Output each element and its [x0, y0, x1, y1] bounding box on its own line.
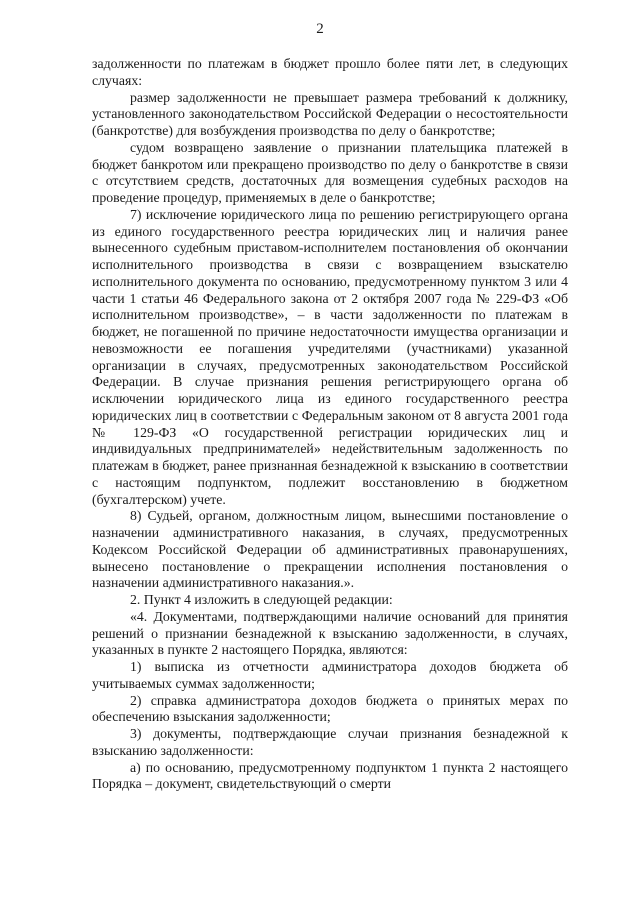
paragraph-sub-1: 1) выписка из отчетности администратора доходов бюджета об учитываемых суммах задолженности; [92, 659, 568, 691]
paragraph-court-returned: судом возвращено заявление о признании плательщика платежей в бюджет банкротом или прекращено производство по делу о банкротстве в связи с отсутствием средств, достаточных для возмещения судебных расходов на проведение процедур, применяемых в деле о банкротстве; [92, 139, 568, 205]
page-number: 2 [316, 21, 324, 37]
paragraph-continuation: задолженности по платежам в бюджет прошло более пяти лет, в следующих случаях: [92, 56, 568, 88]
paragraph-sub-3: 3) документы, подтверждающие случаи признания безнадежной к взысканию задолженности: [92, 726, 568, 758]
paragraph-item-7: 7) исключение юридического лица по решению регистрирующего органа из единого государственного реестра юридических лиц и наличия ранее вынесенного судебным приставом-исполнителем постановления об окончании исполнительного производства в связи с возвращением взыскателю исполнительного документа по основанию, предусмотренному пунктом 3 или 4 части 1 статьи 46 Федерального закона от 2 октября 2007 года № 229-ФЗ «Об исполнительном производстве», – в части задолженности по платежам в бюджет, не погашенной по причине недостаточности имущества организации и невозможности ее погашения учредителями (участниками) указанной организации в случаях, предусмотренных законодательством Российской Федерации. В случае признания решения регистрирующего органа об исключении юридического лица из единого государственного реестра юридических лиц в соответствии с Федеральным законом от 8 августа 2001 года № 129-ФЗ «О государственной регистрации юридических лиц и индивидуальных предпринимателей» недействительным задолженность по платежам в бюджет, ранее признанная безнадежной к взысканию в соответствии с настоящим подпунктом, подлежит восстановлению в бюджетном (бухгалтерском) учете. [92, 206, 568, 507]
paragraph-debt-amount: размер задолженности не превышает размера требований к должнику, установленного законодательством Российской Федерации о несостоятельности (банкротстве) для возбуждения производства по делу о банкротстве; [92, 89, 568, 138]
paragraph-sub-2: 2) справка администратора доходов бюджета о принятых мерах по обеспечению взыскания задолженности; [92, 692, 568, 725]
paragraph-sub-a: а) по основанию, предусмотренному подпунктом 1 пункта 2 настоящего Порядка – документ, свидетельствующий о смерти [92, 759, 568, 792]
paragraph-point-4: «4. Документами, подтверждающими наличие оснований для принятия решений о признании безнадежной к взысканию задолженности, в случаях, указанных в пункте 2 настоящего Порядка, являются: [92, 608, 568, 658]
paragraph-item-8: 8) Судьей, органом, должностным лицом, вынесшими постановление о назначении административного наказания, в случаях, предусмотренных Кодексом Российской Федерации об административных правонарушениях, вынесено постановление о прекращении исполнения постановления о назначении административного наказания.». [92, 508, 568, 591]
paragraph-point-2: 2. Пункт 4 изложить в следующей редакции: [130, 592, 393, 607]
document-body [92, 56, 568, 793]
